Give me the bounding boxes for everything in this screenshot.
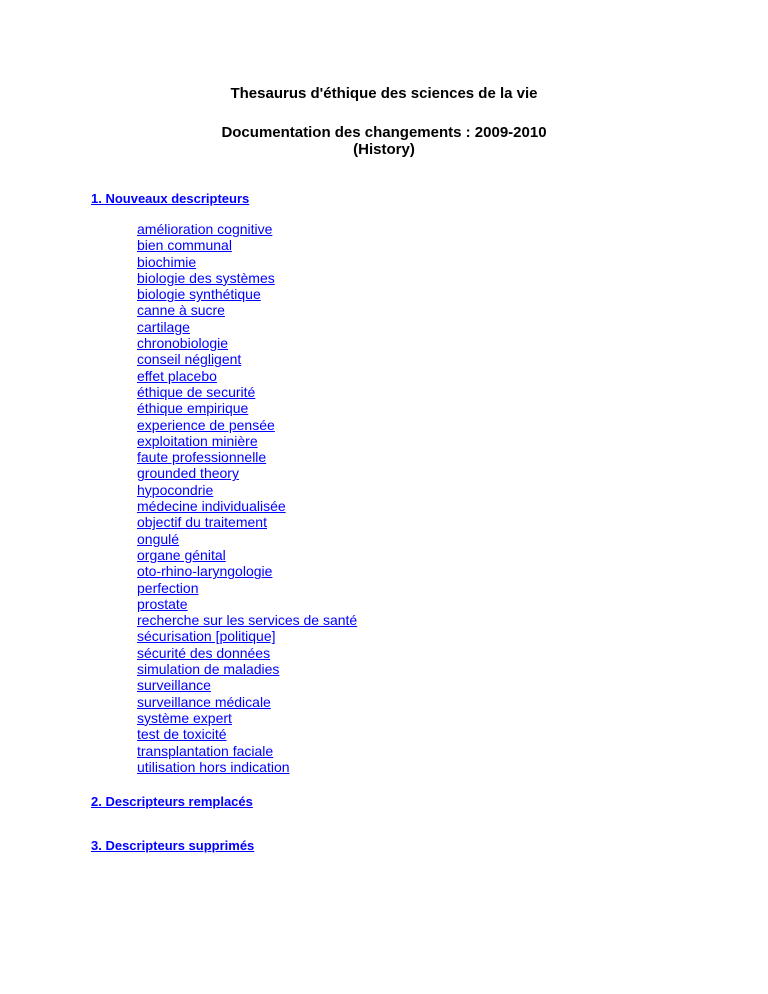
list-item xyxy=(137,319,357,335)
page-subtitle: Documentation des changements : 2009-2010 xyxy=(221,124,547,141)
list-item xyxy=(137,237,357,253)
section-link-deleted-descriptors[interactable]: 3. Descripteurs supprimés xyxy=(91,838,255,853)
list-item xyxy=(137,596,357,612)
list-item xyxy=(137,221,357,237)
list-item xyxy=(137,254,357,270)
new-descriptors-list xyxy=(137,221,357,775)
descriptor-link[interactable]: canne à sucre xyxy=(137,302,225,319)
section-link-new-descriptors[interactable]: 1. Nouveaux descripteurs xyxy=(91,191,250,206)
descriptor-link[interactable]: éthique empirique xyxy=(137,400,249,417)
list-item xyxy=(137,498,357,514)
descriptor-link[interactable]: biologie des systèmes xyxy=(137,269,275,286)
descriptor-link[interactable]: utilisation hors indication xyxy=(137,758,290,775)
list-item xyxy=(137,694,357,710)
list-item xyxy=(137,677,357,693)
list-item xyxy=(137,286,357,302)
list-item xyxy=(137,580,357,596)
list-item xyxy=(137,335,357,351)
list-item xyxy=(137,433,357,449)
descriptor-link[interactable]: ongulé xyxy=(137,530,180,547)
list-item xyxy=(137,628,357,644)
list-item xyxy=(137,531,357,547)
list-item xyxy=(137,661,357,677)
page-title: Thesaurus d'éthique des sciences de la vie xyxy=(230,85,538,102)
list-item xyxy=(137,612,357,628)
list-item xyxy=(137,710,357,726)
list-item xyxy=(137,351,357,367)
descriptor-link[interactable]: test de toxicité xyxy=(137,726,227,743)
list-item xyxy=(137,514,357,530)
list-item xyxy=(137,743,357,759)
descriptor-link[interactable]: médecine individualisée xyxy=(137,498,286,515)
descriptor-link[interactable]: cartilage xyxy=(137,318,190,335)
descriptor-link[interactable]: exploitation minière xyxy=(137,432,258,449)
descriptor-link[interactable]: transplantation faciale xyxy=(137,742,274,759)
descriptor-link[interactable]: grounded theory xyxy=(137,465,239,482)
descriptor-link[interactable]: objectif du traitement xyxy=(137,514,267,531)
descriptor-link[interactable]: bien communal xyxy=(137,237,232,254)
descriptor-link[interactable]: amélioration cognitive xyxy=(137,221,273,237)
list-item xyxy=(137,400,357,416)
descriptor-link[interactable]: conseil négligent xyxy=(137,351,242,368)
descriptor-link[interactable]: sécurité des données xyxy=(137,644,271,661)
list-item xyxy=(137,482,357,498)
descriptor-link[interactable]: recherche sur les services de santé xyxy=(137,612,358,629)
list-item xyxy=(137,270,357,286)
list-item xyxy=(137,368,357,384)
list-item xyxy=(137,645,357,661)
section-link-replaced-descriptors[interactable]: 2. Descripteurs remplacés xyxy=(91,794,253,809)
descriptor-link[interactable]: effet placebo xyxy=(137,367,217,384)
list-item xyxy=(137,449,357,465)
descriptor-link[interactable]: organe génital xyxy=(137,546,226,563)
descriptor-link[interactable]: surveillance xyxy=(137,677,211,694)
descriptor-link[interactable]: biochimie xyxy=(137,253,197,270)
list-item xyxy=(137,417,357,433)
descriptor-link[interactable]: chronobiologie xyxy=(137,335,229,352)
descriptor-link[interactable]: biologie synthétique xyxy=(137,286,261,303)
descriptor-link[interactable]: système expert xyxy=(137,709,232,726)
descriptor-link[interactable]: perfection xyxy=(137,579,199,596)
descriptor-link[interactable]: prostate xyxy=(137,595,188,612)
descriptor-link[interactable]: experience de pensée xyxy=(137,416,275,433)
list-item xyxy=(137,726,357,742)
history-label: (History) xyxy=(353,141,415,158)
descriptor-link[interactable]: simulation de maladies xyxy=(137,661,280,678)
list-item xyxy=(137,563,357,579)
descriptor-link[interactable]: faute professionnelle xyxy=(137,449,267,466)
descriptor-link[interactable]: sécurisation [politique] xyxy=(137,628,276,645)
list-item xyxy=(137,302,357,318)
descriptor-link[interactable]: hypocondrie xyxy=(137,481,214,498)
list-item xyxy=(137,759,357,775)
list-item xyxy=(137,465,357,481)
descriptor-link[interactable]: surveillance médicale xyxy=(137,693,271,710)
descriptor-link[interactable]: éthique de securité xyxy=(137,383,256,400)
list-item xyxy=(137,384,357,400)
list-item xyxy=(137,547,357,563)
descriptor-link[interactable]: oto-rhino-laryngologie xyxy=(137,563,273,580)
